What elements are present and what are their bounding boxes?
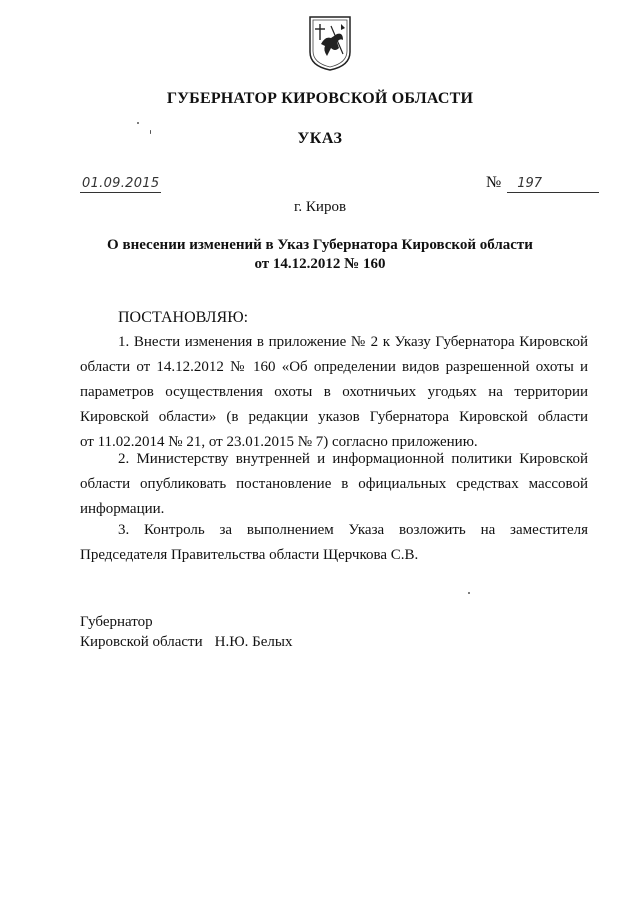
- paragraph-line: 3. Контроль за выполнением Указа возложить на заместителя: [118, 522, 588, 538]
- signatory-region: Кировской области: [80, 634, 203, 650]
- document-subject: [0, 236, 640, 274]
- org-title: ГУБЕРНАТОР КИРОВСКОЙ ОБЛАСТИ: [166, 90, 474, 107]
- city: г. Киров: [293, 199, 347, 215]
- paragraph-line: 2. Министерству внутренней и информационной политики Кировской: [118, 451, 588, 467]
- paragraph-line: 1. Внести изменения в приложение № 2 к Указу Губернатора Кировской: [118, 334, 588, 350]
- scan-speck: [468, 592, 470, 594]
- paragraph-line: информации.: [80, 501, 165, 517]
- paragraph-line: Кировской области» (в редакции указов Губернатора Кировской области: [80, 409, 588, 425]
- paragraph-line: области опубликовать постановление в официальных средствах массовой: [80, 476, 588, 492]
- document-date: 01.09.2015: [82, 176, 160, 191]
- kirov-coat-of-arms-icon: [307, 14, 353, 72]
- document-number: [486, 174, 599, 193]
- paragraph-line: параметров осуществления охоты в охотничьих угодьях на территории: [80, 384, 588, 400]
- signatory-title: Губернатор: [80, 614, 153, 630]
- scan-speck: [137, 122, 139, 124]
- number-value: 197: [507, 176, 599, 193]
- paragraph-3: [80, 518, 588, 568]
- signatory-row: [80, 632, 292, 652]
- decree-word: ПОСТАНОВЛЯЮ:: [118, 309, 249, 326]
- signatory-name: Н.Ю. Белых: [214, 634, 293, 650]
- subject-line-2: от 14.12.2012 № 160: [254, 256, 386, 272]
- paragraph-line: области от 14.12.2012 № 160 «Об определении видов разрешенной охоты и: [80, 359, 588, 375]
- subject-line-1: О внесении изменений в Указ Губернатора Кировской области: [107, 237, 533, 253]
- scan-speck: [150, 130, 151, 134]
- paragraph-2: [80, 447, 588, 522]
- paragraph-line: от 11.02.2014 № 21, от 23.01.2015 № 7) согласно приложению.: [80, 434, 478, 450]
- paragraph-line: Председателя Правительства области Щерчкова С.В.: [80, 547, 419, 563]
- paragraph-1: [80, 330, 588, 455]
- number-sign: №: [486, 174, 502, 191]
- doc-type-title: УКАЗ: [297, 130, 343, 147]
